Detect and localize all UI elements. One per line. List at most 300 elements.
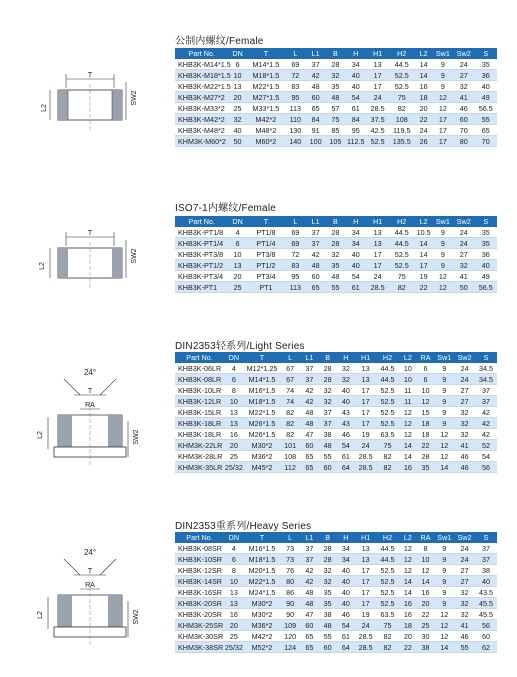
table-cell: 52.5 (376, 407, 399, 418)
diagram-label-angle: 24° (83, 548, 97, 557)
table-cell: 40 (336, 598, 355, 609)
table-cell: 52.5 (376, 587, 399, 598)
column-header: T (244, 532, 280, 543)
table-cell: 32 (454, 418, 475, 429)
table-cell: M60*2 (247, 136, 286, 147)
table-row (175, 620, 497, 631)
column-header: B (319, 532, 337, 543)
table-cell: M42*2 (247, 114, 286, 125)
table-cell: M14*1.5 (244, 374, 280, 385)
table-cell: 28 (326, 59, 345, 70)
table-cell: 37 (319, 418, 337, 429)
diagram-label-t: T (87, 72, 93, 79)
table-cell: 42.5 (366, 125, 388, 136)
table-cell: 6 (224, 374, 244, 385)
table-row (175, 396, 497, 407)
table-cell: 20 (415, 103, 433, 114)
column-header: H2 (389, 48, 415, 59)
table-cell: 13 (355, 374, 376, 385)
table-cell: 24 (453, 238, 474, 249)
table-row (175, 249, 497, 260)
table-cell: 37 (305, 59, 325, 70)
part-number-cell: KHB3K-M42*2 (175, 114, 228, 125)
column-header: T (247, 216, 286, 227)
table-cell: 60 (475, 631, 497, 642)
table-cell: 12 (399, 418, 417, 429)
table-cell: 41 (454, 440, 475, 451)
table-cell: 12 (433, 92, 453, 103)
table-cell: 22 (399, 642, 417, 653)
column-header: H1 (366, 48, 388, 59)
table-cell: 35 (417, 462, 435, 473)
table-row (175, 363, 497, 374)
part-number-cell: KHB3K-14SR (175, 576, 224, 587)
table-cell: 9 (433, 249, 453, 260)
table-cell: 20 (228, 271, 246, 282)
table-cell: 52.5 (389, 260, 415, 271)
part-number-cell: KHB3K-20SR (175, 609, 224, 620)
table-cell: 56 (475, 462, 497, 473)
table-cell: 41 (453, 271, 474, 282)
table-cell: 46 (454, 451, 475, 462)
table-cell: 91 (305, 125, 325, 136)
table-cell: 48 (300, 598, 319, 609)
table-cell: 10 (228, 70, 246, 81)
table-cell: 82 (389, 282, 415, 293)
column-header: L1 (305, 48, 325, 59)
table-cell: 80 (280, 576, 300, 587)
table-cell: M30*2 (244, 598, 280, 609)
part-number-cell: KHB3K-M27*2 (175, 92, 228, 103)
column-header: DN (228, 216, 246, 227)
table-cell: 43.5 (475, 587, 497, 598)
column-header: H2 (389, 216, 415, 227)
table-cell: 60 (300, 620, 319, 631)
table-cell: 22 (415, 282, 433, 293)
part-number-cell: KHB3K-M18*1.5 (175, 70, 228, 81)
table-cell: 56.5 (474, 282, 497, 293)
table-cell: 55 (454, 642, 475, 653)
column-header: H (336, 532, 355, 543)
column-header: H1 (355, 352, 376, 363)
spec-table (175, 532, 497, 653)
table-cell: 32 (336, 363, 355, 374)
table-cell: 40 (336, 385, 355, 396)
table-cell: PT1/4 (247, 238, 286, 249)
diagram-label-l2: L2 (39, 262, 46, 270)
part-number-cell: KHM3K-35LR (175, 462, 224, 473)
table-cell: 65 (474, 125, 497, 136)
table-row (175, 238, 497, 249)
table-cell: 40 (475, 576, 497, 587)
column-header: L2 (399, 532, 417, 543)
part-number-cell: KHB3K-M14*1.5 (175, 59, 228, 70)
column-header: B (326, 216, 345, 227)
table-cell: 60 (305, 92, 325, 103)
table-cell: 25 (228, 103, 246, 114)
table-cell: 67 (280, 374, 300, 385)
part-number-cell: KHM3K-M60*2 (175, 136, 228, 147)
table-cell: 9 (433, 59, 453, 70)
table-cell: 43 (336, 407, 355, 418)
table-cell: 42 (475, 407, 497, 418)
table-cell: M36*2 (244, 451, 280, 462)
table-cell: 10 (417, 554, 435, 565)
table-cell: 14 (434, 462, 454, 473)
table-cell: 16 (417, 587, 435, 598)
table-cell: 15 (417, 407, 435, 418)
table-cell: 17 (355, 598, 376, 609)
table-cell: 35 (326, 81, 345, 92)
table-cell: 4 (224, 363, 244, 374)
table-cell: 32 (453, 81, 474, 92)
diagram-label-l2: L2 (37, 611, 44, 619)
part-number-cell: KHB3K-12SR (175, 565, 224, 576)
table-cell: 70 (474, 136, 497, 147)
table-cell: M27*1.5 (247, 92, 286, 103)
table-cell: 70 (453, 125, 474, 136)
section-title: 公制内螺纹/Female (175, 36, 264, 47)
column-header: H (345, 48, 366, 59)
column-header: L2 (415, 48, 433, 59)
column-header: L2 (415, 216, 433, 227)
table-cell: 37 (475, 385, 497, 396)
table-cell: 52.5 (389, 81, 415, 92)
table-cell: 113 (285, 103, 305, 114)
table-cell: 113 (285, 282, 305, 293)
column-header: T (247, 48, 286, 59)
table-cell: 24 (453, 227, 474, 238)
table-cell: M18*1.5 (244, 554, 280, 565)
table-cell: 18 (417, 418, 435, 429)
table-row (175, 565, 497, 576)
spec-table (175, 352, 497, 473)
table-cell: 14 (417, 576, 435, 587)
female-fitting-diagram (36, 228, 146, 308)
part-number-cell: KHB3K-PT1/4 (175, 238, 228, 249)
table-cell: 67 (280, 363, 300, 374)
table-cell: 47 (300, 429, 319, 440)
table-cell: 20 (417, 598, 435, 609)
table-cell: 27 (453, 249, 474, 260)
table-cell: 65 (305, 103, 325, 114)
part-number-cell: KHB3K-M22*1.5 (175, 81, 228, 92)
table-cell: M12*1.25 (244, 363, 280, 374)
table-cell: 100 (305, 136, 325, 147)
table-cell: 37 (475, 554, 497, 565)
table-cell: 95 (345, 125, 366, 136)
table-cell: 73 (280, 543, 300, 554)
table-cell: 12 (433, 103, 453, 114)
column-header: L (280, 532, 300, 543)
table-cell: 55 (326, 282, 345, 293)
column-header: Part No. (175, 352, 224, 363)
column-header: S (474, 216, 497, 227)
table-cell: M26*1.5 (244, 418, 280, 429)
column-header: L1 (300, 352, 319, 363)
table-cell: 75 (376, 440, 399, 451)
table-cell: 48 (319, 620, 337, 631)
table-cell: 12 (433, 271, 453, 282)
table-cell: 17 (433, 125, 453, 136)
table-cell: 12 (434, 609, 454, 620)
table-cell: 32 (453, 260, 474, 271)
table-cell: PT1 (247, 282, 286, 293)
column-header: H (336, 352, 355, 363)
table-cell: 25 (224, 631, 244, 642)
table-cell: M16*1.5 (244, 385, 280, 396)
diagram-label-l2: L2 (37, 431, 44, 439)
table-cell: 40 (336, 396, 355, 407)
table-cell: 50 (228, 136, 246, 147)
table-cell: 52.5 (376, 385, 399, 396)
table-cell: 8 (224, 385, 244, 396)
table-cell: 9 (434, 374, 454, 385)
table-cell: 9 (434, 396, 454, 407)
table-cell: M22*1.5 (244, 407, 280, 418)
table-cell: M26*1.5 (244, 429, 280, 440)
part-number-cell: KHB3K-06LR (175, 363, 224, 374)
table-cell: 32 (319, 565, 337, 576)
table-cell: 36 (474, 70, 497, 81)
table-cell: 16 (399, 609, 417, 620)
table-cell: 40 (474, 260, 497, 271)
table-cell: 32 (454, 407, 475, 418)
table-cell: 75 (389, 92, 415, 103)
table-cell: 48 (326, 92, 345, 103)
table-cell: 86 (280, 587, 300, 598)
table-cell: 130 (285, 125, 305, 136)
table-cell: 14 (399, 576, 417, 587)
table-cell: 28 (326, 227, 345, 238)
table-cell: 46 (336, 609, 355, 620)
table-cell: 24 (454, 554, 475, 565)
part-number-cell: KHM3K-28LR (175, 451, 224, 462)
table-cell: 35 (326, 260, 345, 271)
table-cell: 9 (433, 70, 453, 81)
table-cell: 28 (319, 543, 337, 554)
table-cell: 13 (366, 59, 388, 70)
table-cell: 61 (336, 631, 355, 642)
table-cell: 43 (336, 418, 355, 429)
part-number-cell: KHB3K-PT3/4 (175, 271, 228, 282)
column-header: B (326, 48, 345, 59)
table-cell: 84 (345, 114, 366, 125)
table-cell: 9 (434, 407, 454, 418)
table-cell: 13 (228, 260, 246, 271)
table-cell: 60 (305, 271, 325, 282)
diagram-label-t: T (87, 230, 93, 237)
part-number-cell: KHB3K-PT1 (175, 282, 228, 293)
table-cell: 17 (355, 576, 376, 587)
table-cell: 63.5 (376, 609, 399, 620)
section-title: DIN2353重系列/Heavy Series (175, 521, 312, 532)
diagram-label-sw2: SW2 (131, 90, 138, 106)
part-number-cell: KHB3K-M33*2 (175, 103, 228, 114)
table-cell: 41 (454, 620, 475, 631)
part-number-cell: KHB3K-18LR (175, 418, 224, 429)
table-cell: 12 (417, 396, 435, 407)
table-cell: 12 (399, 543, 417, 554)
table-cell: M22*1.5 (244, 576, 280, 587)
table-cell: 28 (319, 363, 337, 374)
table-cell: 14 (434, 642, 454, 653)
table-cell: 20 (224, 440, 244, 451)
table-cell: 40 (336, 576, 355, 587)
part-number-cell: KHM3K-30SR (175, 631, 224, 642)
table-cell: 25 (228, 282, 246, 293)
table-row (175, 407, 497, 418)
table-cell: 14 (415, 59, 433, 70)
part-number-cell: KHB3K-PT1/8 (175, 227, 228, 238)
table-cell: 14 (415, 70, 433, 81)
table-cell: 95 (285, 271, 305, 282)
table-cell: M16*1.5 (244, 543, 280, 554)
part-number-cell: KHB3K-08LR (175, 374, 224, 385)
table-cell: 32 (454, 598, 475, 609)
table-cell: 65 (300, 451, 319, 462)
table-cell: M33*1.5 (247, 103, 286, 114)
table-cell: 12 (417, 565, 435, 576)
table-cell: 37 (319, 407, 337, 418)
table-cell: 19 (415, 271, 433, 282)
table-cell: 17 (355, 396, 376, 407)
table-cell: M45*2 (244, 462, 280, 473)
table-cell: 34 (336, 543, 355, 554)
table-cell: 36 (474, 249, 497, 260)
table-cell: 17 (355, 385, 376, 396)
table-cell: 44.5 (389, 238, 415, 249)
part-number-cell: KHM3K-22LR (175, 440, 224, 451)
table-cell: 9 (434, 598, 454, 609)
table-cell: 27 (454, 576, 475, 587)
table-cell: 10 (399, 363, 417, 374)
part-number-cell: KHB3K-PT3/8 (175, 249, 228, 260)
part-number-cell: KHB3K-PT1/2 (175, 260, 228, 271)
table-cell: 20 (224, 620, 244, 631)
table-cell: 19 (355, 609, 376, 620)
column-header: T (244, 352, 280, 363)
table-cell: 69 (285, 238, 305, 249)
column-header: L1 (300, 532, 319, 543)
table-cell: 17 (355, 418, 376, 429)
table-cell: 42 (300, 385, 319, 396)
table-cell: 52.5 (376, 598, 399, 609)
table-cell: 24 (454, 543, 475, 554)
table-cell: 4 (228, 227, 246, 238)
table-cell: 9 (434, 565, 454, 576)
table-cell: 85 (326, 125, 345, 136)
table-cell: 52.5 (376, 565, 399, 576)
diagram-label-l2: L2 (41, 104, 48, 112)
table-row (175, 271, 497, 282)
table-cell: 45.5 (475, 609, 497, 620)
table-cell: 46 (454, 462, 475, 473)
table-cell: 48 (305, 81, 325, 92)
table-cell: 108 (389, 114, 415, 125)
table-cell: 83 (285, 260, 305, 271)
column-header: Part No. (175, 532, 224, 543)
table-cell: 35 (319, 587, 337, 598)
column-header: B (319, 352, 337, 363)
column-header: Sw1 (434, 532, 454, 543)
table-row (175, 125, 497, 136)
table-cell: 82 (376, 462, 399, 473)
column-header: DN (224, 532, 244, 543)
table-cell: 12 (434, 631, 454, 642)
table-cell: 9 (434, 385, 454, 396)
table-cell: 57 (326, 103, 345, 114)
table-cell: 17 (366, 249, 388, 260)
table-row (175, 136, 497, 147)
table-cell: 25/32 (224, 642, 243, 652)
table-row (175, 576, 497, 587)
column-header: Sw1 (434, 352, 454, 363)
diagram-label-sw2: SW2 (131, 248, 138, 264)
table-cell: 37 (475, 396, 497, 407)
table-cell: 46 (454, 631, 475, 642)
table-cell: 20 (228, 92, 246, 103)
table-cell: PT3/8 (247, 249, 286, 260)
table-cell: 69 (285, 227, 305, 238)
table-cell: 13 (224, 587, 244, 598)
part-number-cell: KHB3K-20SR (175, 598, 224, 609)
table-cell: 48 (319, 440, 337, 451)
table-row (175, 114, 497, 125)
table-cell: 37 (300, 374, 319, 385)
table-cell: 14 (415, 238, 433, 249)
table-cell: 17 (433, 136, 453, 147)
table-cell: 90 (280, 609, 300, 620)
table-cell: M22*1.5 (247, 81, 286, 92)
table-cell: 11 (399, 396, 417, 407)
part-number-cell: KHB3K-16SR (175, 587, 224, 598)
table-cell: 16 (224, 429, 244, 440)
table-cell: 52.5 (389, 70, 415, 81)
table-cell: 32 (454, 587, 475, 598)
table-cell: 9 (434, 363, 454, 374)
table-cell: 48 (326, 271, 345, 282)
table-cell: M14*1.5 (247, 59, 286, 70)
table-cell: 28.5 (355, 631, 376, 642)
table-cell: 42 (475, 429, 497, 440)
diagram-label-ra: RA (85, 582, 95, 589)
table-cell: M52*2 (244, 642, 280, 653)
table-cell: 32 (454, 429, 475, 440)
table-cell: 44.5 (376, 554, 399, 565)
table-cell: 82 (280, 407, 300, 418)
column-header: L (285, 216, 305, 227)
table-cell: 16 (399, 462, 417, 473)
table-cell: 14 (399, 451, 417, 462)
table-cell: 17 (433, 114, 453, 125)
table-cell: 82 (376, 451, 399, 462)
section-title: DIN2353轻系列/Light Series (175, 341, 305, 352)
table-cell: 82 (389, 103, 415, 114)
table-cell: PT3/4 (247, 271, 286, 282)
table-cell: 12 (434, 429, 454, 440)
table-cell: 42 (300, 565, 319, 576)
table-row (175, 429, 497, 440)
table-cell: 13 (224, 418, 244, 429)
table-cell: M18*1.5 (244, 396, 280, 407)
table-cell: 82 (280, 429, 300, 440)
table-cell: 49 (474, 92, 497, 103)
table-cell: 12 (434, 440, 454, 451)
table-cell: 9 (433, 260, 453, 271)
table-row (175, 598, 497, 609)
table-cell: M24*1.5 (244, 587, 280, 598)
